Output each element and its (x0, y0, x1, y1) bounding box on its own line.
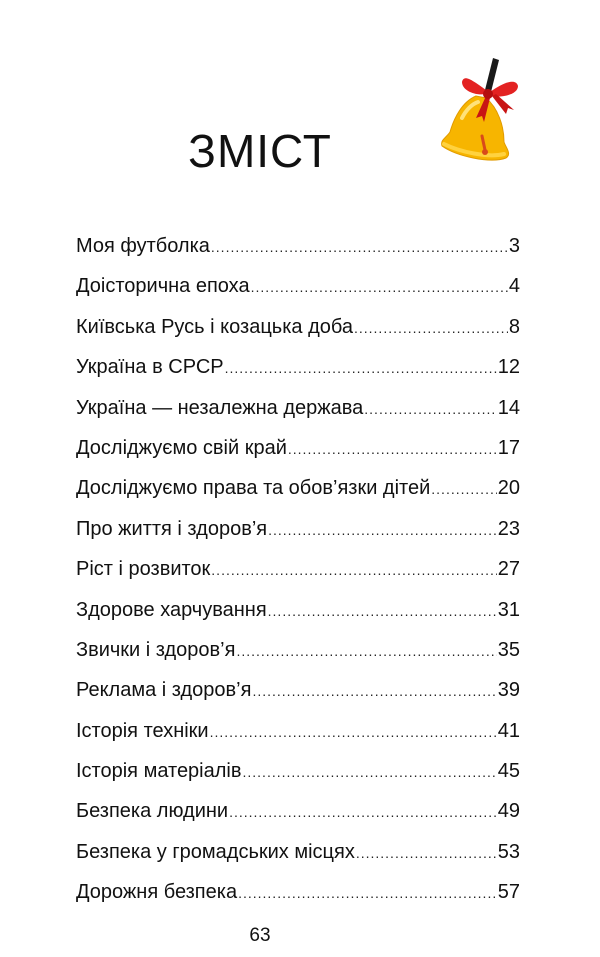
toc-leader-dots (225, 348, 497, 388)
toc-entry[interactable] (76, 388, 520, 428)
toc-entry[interactable] (76, 872, 520, 912)
toc-leader-dots (251, 267, 508, 307)
toc-entry-title: Досліджуємо свій край (76, 436, 287, 459)
toc-entry-title: Моя футболка (76, 235, 210, 257)
toc-entry-page: 31 (497, 598, 520, 621)
toc-entry[interactable] (76, 307, 520, 347)
toc-entry[interactable] (76, 711, 520, 751)
toc-leader-dots (431, 469, 496, 509)
toc-entry-page: 20 (497, 477, 520, 500)
toc-entry-page: 27 (497, 558, 520, 581)
toc-leader-dots (252, 671, 496, 711)
toc-entry-title: Історія матеріалів (76, 760, 242, 783)
toc-entry-title: Київська Русь і козацька доба (76, 315, 353, 338)
toc-leader-dots (364, 389, 496, 429)
toc-entry[interactable] (76, 509, 520, 549)
toc-entry-page: 57 (497, 881, 520, 904)
toc-entry[interactable] (76, 266, 520, 306)
table-of-contents (76, 226, 520, 913)
toc-entry-title: Досліджуємо права та обов’язки дітей (76, 477, 431, 500)
toc-entry-title: Безпека у громадських місцях (76, 840, 355, 863)
toc-leader-dots (268, 510, 497, 550)
toc-entry-page: 49 (497, 800, 520, 823)
toc-entry-page: 12 (497, 356, 520, 379)
toc-entry-page: 39 (497, 679, 520, 702)
toc-entry-page: 14 (497, 396, 520, 419)
toc-entry-page: 35 (497, 638, 520, 661)
toc-entry-page: 8 (508, 315, 520, 338)
toc-entry-page: 3 (508, 235, 520, 257)
toc-entry[interactable] (76, 791, 520, 831)
toc-leader-dots (354, 308, 508, 348)
toc-entry-page: 17 (497, 436, 520, 459)
toc-entry-title: Дорожня безпека (76, 881, 238, 904)
toc-entry[interactable] (76, 549, 520, 589)
toc-leader-dots (238, 873, 497, 913)
toc-entry-page: 45 (497, 760, 520, 783)
toc-leader-dots (229, 792, 497, 832)
toc-entry-page: 41 (497, 719, 520, 742)
toc-entry[interactable] (76, 751, 520, 791)
toc-entry-title: Здорове харчування (76, 598, 267, 621)
toc-entry[interactable] (76, 630, 520, 670)
toc-entry-title: Україна — незалежна держава (76, 396, 364, 419)
toc-entry-title: Доісторична епоха (76, 275, 250, 298)
toc-leader-dots (356, 833, 497, 873)
page-number: 63 (249, 925, 271, 946)
toc-entry-title: Історія техніки (76, 719, 209, 742)
school-bell-icon (432, 52, 524, 170)
toc-entry[interactable] (76, 590, 520, 630)
toc-leader-dots (211, 227, 508, 267)
toc-entry-title: Про життя і здоров’я (76, 517, 268, 540)
toc-entry[interactable] (76, 428, 520, 468)
page-title: ЗМІСТ (188, 125, 332, 177)
toc-entry-title: Звички і здоров’я (76, 638, 236, 661)
toc-entry-title: Україна в СРСР (76, 356, 224, 379)
toc-entry-page: 4 (508, 275, 520, 298)
toc-entry-title: Ріст і розвиток (76, 558, 211, 581)
toc-entry-page: 23 (497, 517, 520, 540)
toc-entry[interactable] (76, 670, 520, 710)
toc-leader-dots (236, 631, 496, 671)
toc-leader-dots (288, 429, 497, 469)
toc-entry[interactable] (76, 347, 520, 387)
toc-leader-dots (211, 550, 496, 590)
toc-entry-page: 53 (497, 840, 520, 863)
toc-entry-title: Реклама і здоров’я (76, 679, 252, 702)
toc-entry-title: Безпека людини (76, 800, 229, 823)
toc-leader-dots (243, 752, 497, 792)
toc-entry[interactable] (76, 832, 520, 872)
toc-entry[interactable] (76, 468, 520, 508)
toc-entry[interactable] (76, 226, 520, 266)
toc-leader-dots (210, 712, 497, 752)
toc-leader-dots (268, 591, 497, 631)
